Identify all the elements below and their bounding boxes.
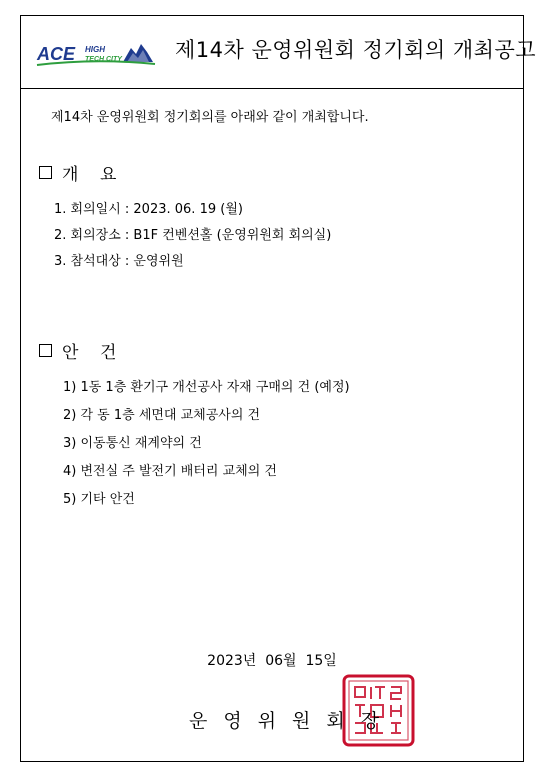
overview-heading-label: 개 요 [62, 165, 117, 185]
intro-text: 제14차 운영위원회 정기회의를 아래와 같이 개최합니다. [51, 110, 369, 125]
logo-sub-top: HIGH [85, 45, 105, 54]
notice-title: 제14차 운영위원회 정기회의 개최공고 [175, 38, 537, 62]
notice-frame [20, 15, 537, 762]
list-item: 2) 각 동 1층 세면대 교체공사의 건 [63, 408, 261, 423]
overview-list [54, 200, 331, 278]
list-item: 2. 회의장소 : B1F 컨벤션홀 (운영위원회 회의실) [54, 228, 332, 243]
notice-date: 2023년 06월 15일 [207, 653, 337, 669]
list-item: 1) 1동 1층 환기구 개선공사 자재 구매의 건 (예정) [63, 380, 350, 395]
logo-main-text: ACE [37, 44, 76, 64]
list-item: 4) 변전실 주 발전기 배터리 교체의 건 [63, 464, 277, 479]
overview-heading [39, 160, 116, 185]
list-item: 3) 이동통신 재계약의 건 [63, 436, 202, 451]
agenda-list [63, 378, 350, 518]
header [21, 16, 537, 89]
agenda-heading [39, 338, 116, 363]
list-item: 5) 기타 안건 [63, 492, 135, 507]
list-item: 3. 참석대상 : 운영위원 [54, 254, 184, 269]
list-item: 1. 회의일시 : 2023. 06. 19 (월) [54, 202, 243, 217]
signer-title: 운영위원회장 [189, 710, 396, 732]
checkbox-square-icon [39, 344, 52, 357]
agenda-heading-label: 안 건 [62, 343, 117, 363]
ace-high-tech-city-logo [35, 36, 157, 72]
checkbox-square-icon [39, 166, 52, 179]
logo-sub-bottom: TECH CITY [85, 56, 122, 63]
